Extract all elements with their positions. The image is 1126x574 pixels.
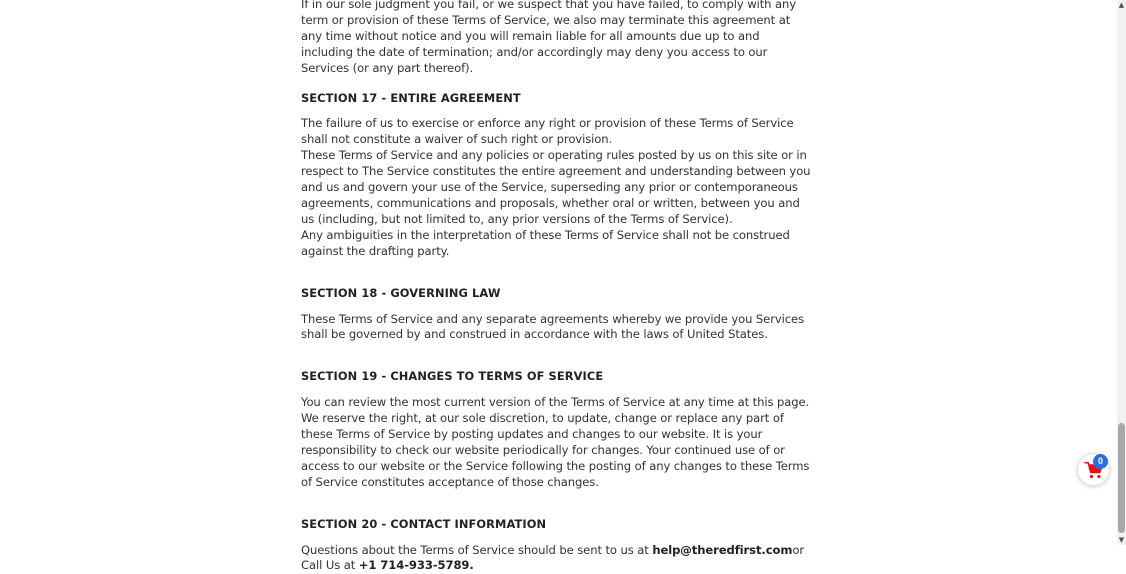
contact-paragraph xyxy=(301,543,811,574)
intro-paragraph: If in our sole judgment you fail, or we suspect that you have failed, to comply with any term or provision of these Terms of Service, we also may terminate this agreement at any time without notice and you will remain liable for all amounts due up to and including the date of termination; and/or accordingly may deny you access to our Services (or any part thereof). xyxy=(301,0,797,75)
scrollbar-thumb[interactable] xyxy=(1118,423,1125,533)
cart-count-badge: 0 xyxy=(1093,454,1108,469)
section-17-paragraph-2: These Terms of Service and any policies or operating rules posted by us on this site or in respect to The Service constitutes the entire agreement and understanding between you and us and govern your use of the Service, superseding any prior or contemporaneous agreements, communications and proposals, whether oral or written, between you and us (including, but not limited to, any prior versions of the Terms of Service). xyxy=(301,148,811,226)
section-17-paragraph-1: The failure of us to exercise or enforce any right or provision of these Terms of Service shall not constitute a waiver of such right or provision. xyxy=(301,116,794,147)
section-19-paragraph-1: You can review the most current version of the Terms of Service at any time at this page. xyxy=(301,395,810,410)
terms-content xyxy=(301,0,811,574)
contact-call-text: or Call Us at xyxy=(301,542,805,573)
section-18-paragraph-1: These Terms of Service and any separate agreements whereby we provide you Services shall be governed by and construed in accordance with the laws of United States. xyxy=(301,311,805,342)
section-20-heading: SECTION 20 - CONTACT INFORMATION xyxy=(301,516,547,531)
vertical-scrollbar[interactable] xyxy=(1117,0,1126,545)
contact-email-link[interactable]: help@theredfirst.com xyxy=(652,542,793,557)
scroll-up-arrow-icon[interactable]: ▲ xyxy=(1118,1,1125,9)
section-18-heading: SECTION 18 - GOVERNING LAW xyxy=(301,285,501,300)
section-19-heading: SECTION 19 - CHANGES TO TERMS OF SERVICE xyxy=(301,369,604,384)
section-19-paragraph-2: We reserve the right, at our sole discretion, to update, change or replace any part of these Terms of Service by posting updates and changes to our website. It is your responsibility to check our website periodically for changes. Your continued use of or access to our website or the Service following the posting of any changes to these Terms of Service constitutes acceptance of those changes. xyxy=(301,411,810,489)
contact-phone-link[interactable]: +1 714-933-5789. xyxy=(358,558,474,573)
contact-lead-text: Questions about the Terms of Service should be sent to us at xyxy=(301,542,653,557)
section-17-paragraph-3: Any ambiguities in the interpretation of these Terms of Service shall not be construed against the drafting party. xyxy=(301,227,790,258)
section-17-heading: SECTION 17 - ENTIRE AGREEMENT xyxy=(301,90,521,105)
scroll-down-arrow-icon[interactable]: ▼ xyxy=(1118,536,1125,544)
